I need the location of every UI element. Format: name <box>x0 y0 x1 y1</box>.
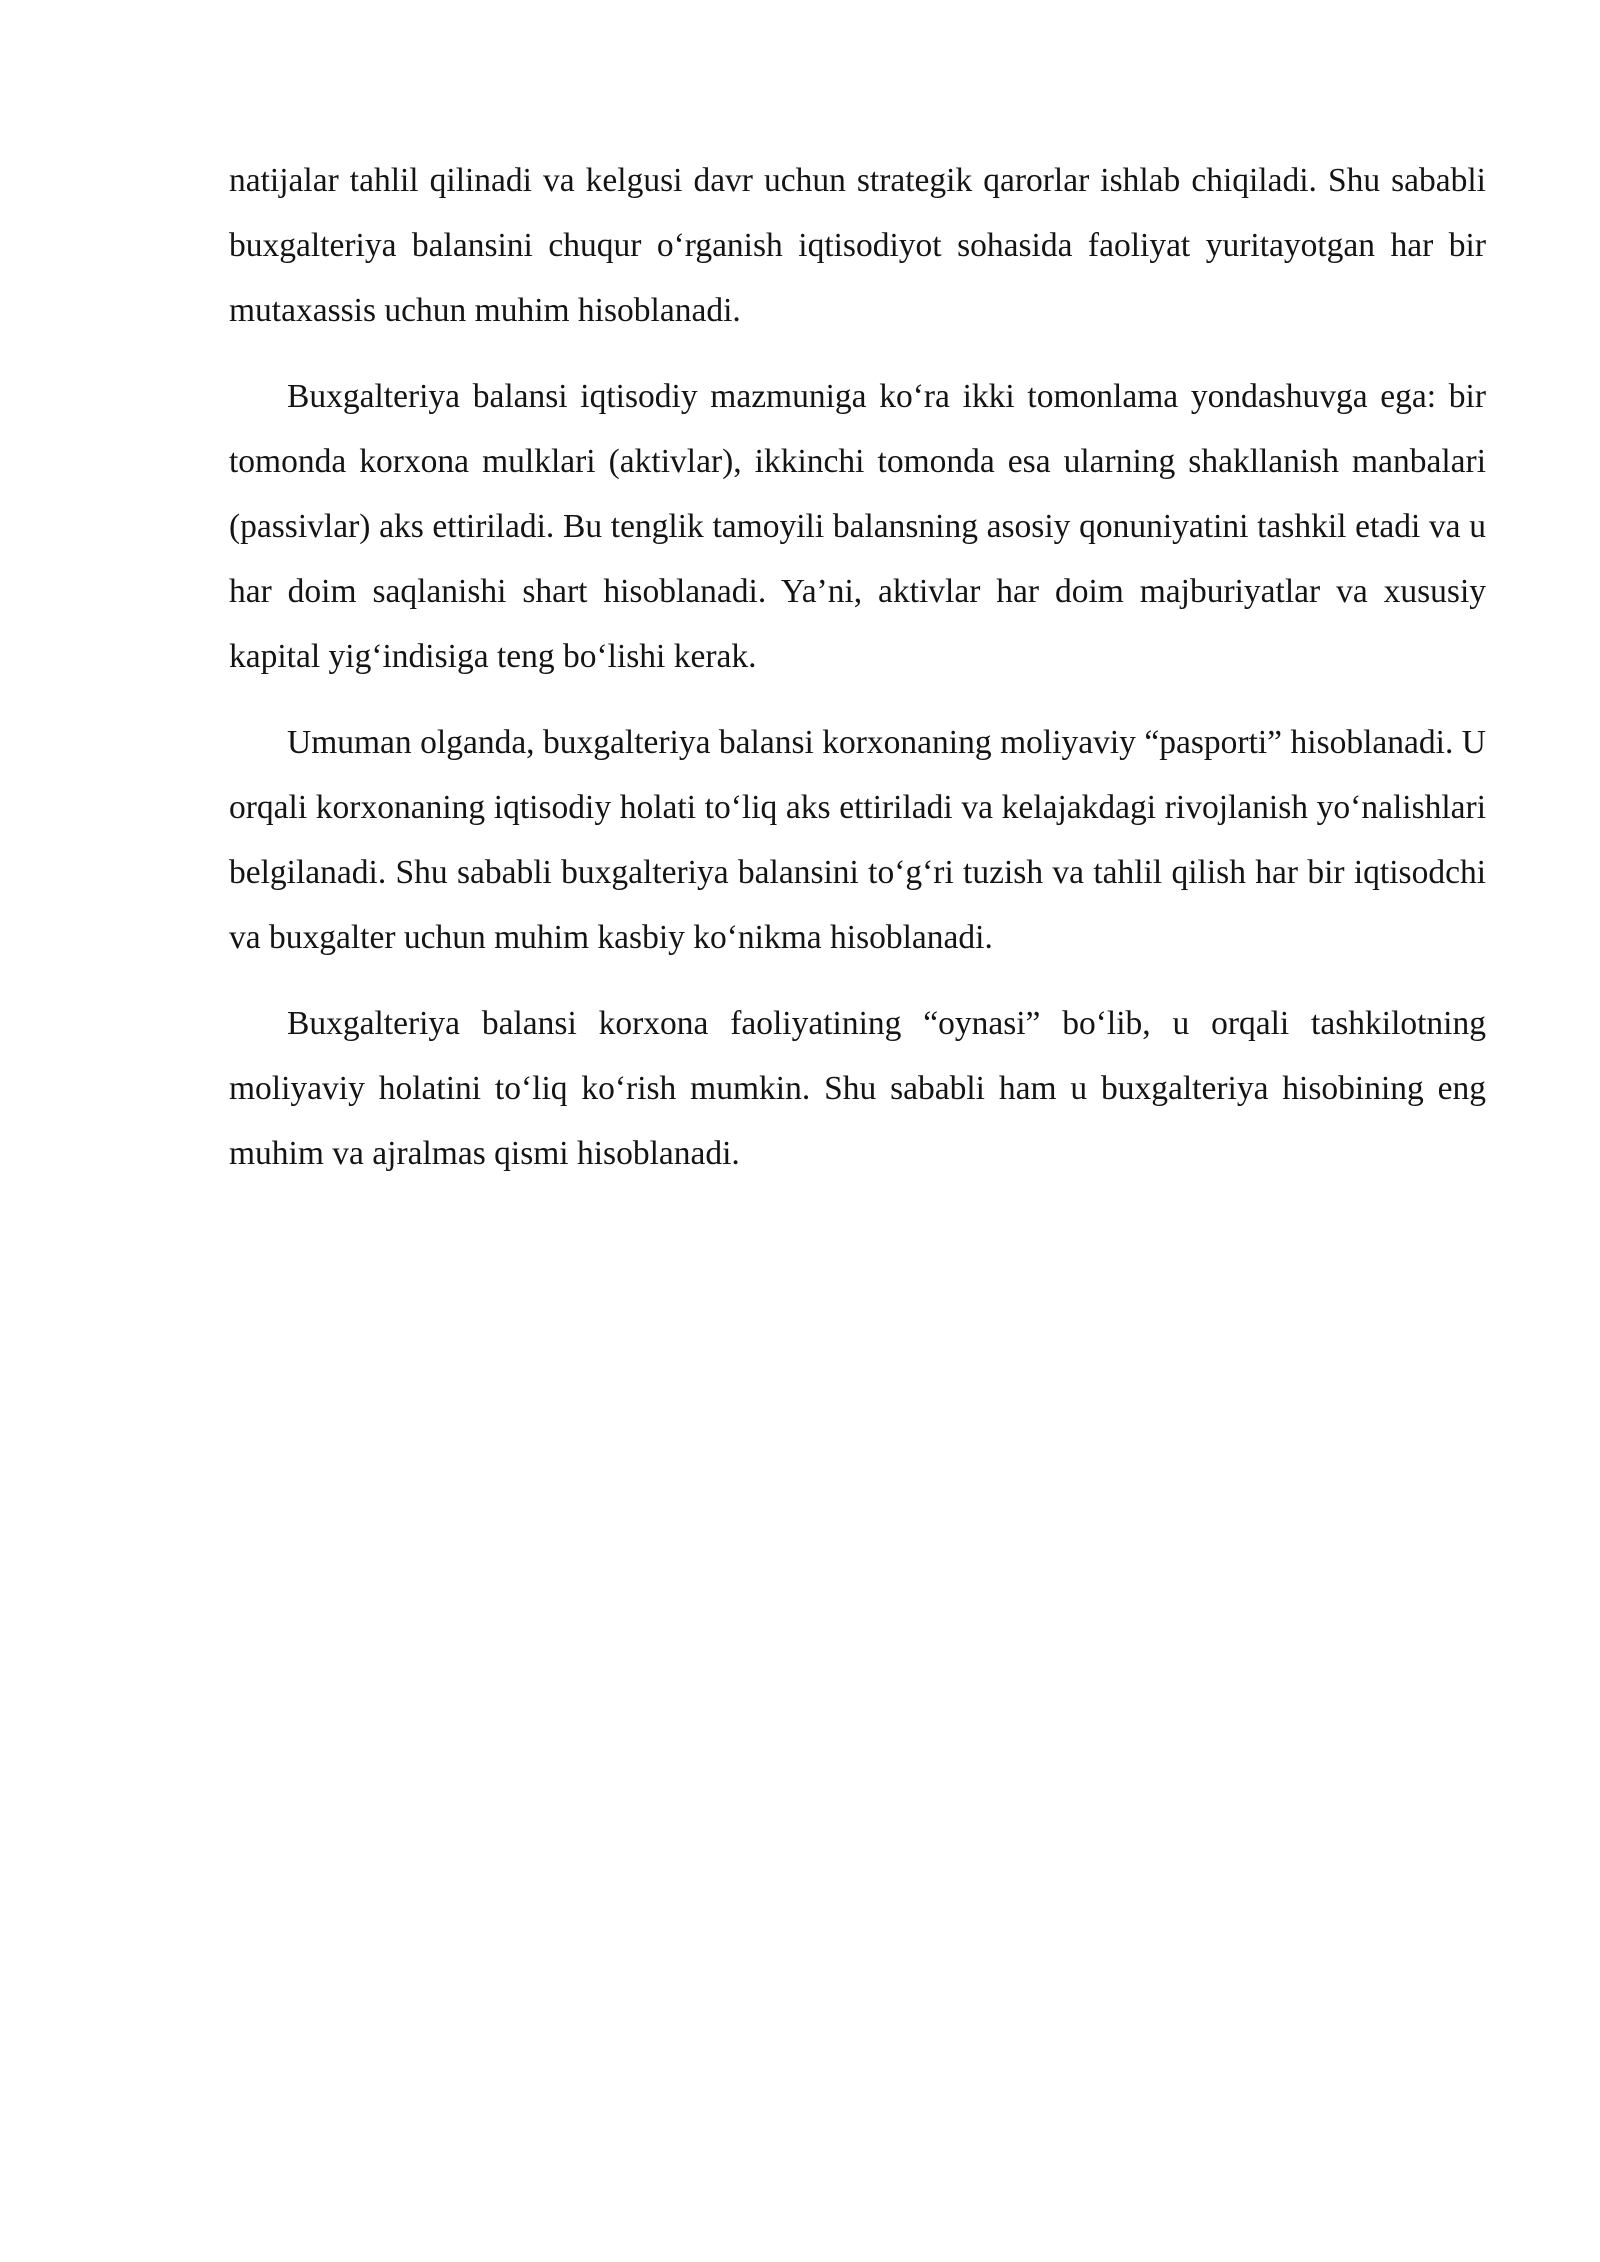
paragraph-activity-window: Buxgalteriya balansi korxona faoliyatining “oynasi” bo‘lib, u orqali tashkilotning moliyaviy holatini to‘liq ko‘rish mumkin. Shu sababli ham u buxgalteriya hisobining eng muhim va ajralmas qismi hisoblanadi. <box>229 1005 1486 1172</box>
paragraph-continuation: natijalar tahlil qilinadi va kelgusi davr uchun strategik qarorlar ishlab chiqiladi. Shu sababli buxgalteriya balansini chuqur o‘rganish iqtisodiyot sohasida faoliyat yuritayotgan har bir mutaxassis uchun muhim hisoblanadi. <box>229 162 1486 329</box>
document-body <box>229 148 1486 1207</box>
paragraph-financial-passport: Umuman olganda, buxgalteriya balansi korxonaning moliyaviy “pasporti” hisoblanadi. U orqali korxonaning iqtisodiy holati to‘liq aks ettiriladi va kelajakdagi rivojlanish yo‘nalishlari belgilanadi. Shu sababli buxgalteriya balansini to‘g‘ri tuzish va tahlil qilish har bir iqtisodchi va buxgalter uchun muhim kasbiy ko‘nikma hisoblanadi. <box>229 724 1486 956</box>
paragraph-balance-dual-approach: Buxgalteriya balansi iqtisodiy mazmuniga ko‘ra ikki tomonlama yondashuvga ega: bir tomonda korxona mulklari (aktivlar), ikkinchi tomonda esa ularning shakllanish manbalari (passivlar) aks ettiriladi. Bu tenglik tamoyili balansning asosiy qonuniyatini tashkil etadi va u har doim saqlanishi shart hisoblanadi. Ya’ni, aktivlar har doim majburiyatlar va xususiy kapital yig‘indisiga teng bo‘lishi kerak. <box>229 378 1486 675</box>
